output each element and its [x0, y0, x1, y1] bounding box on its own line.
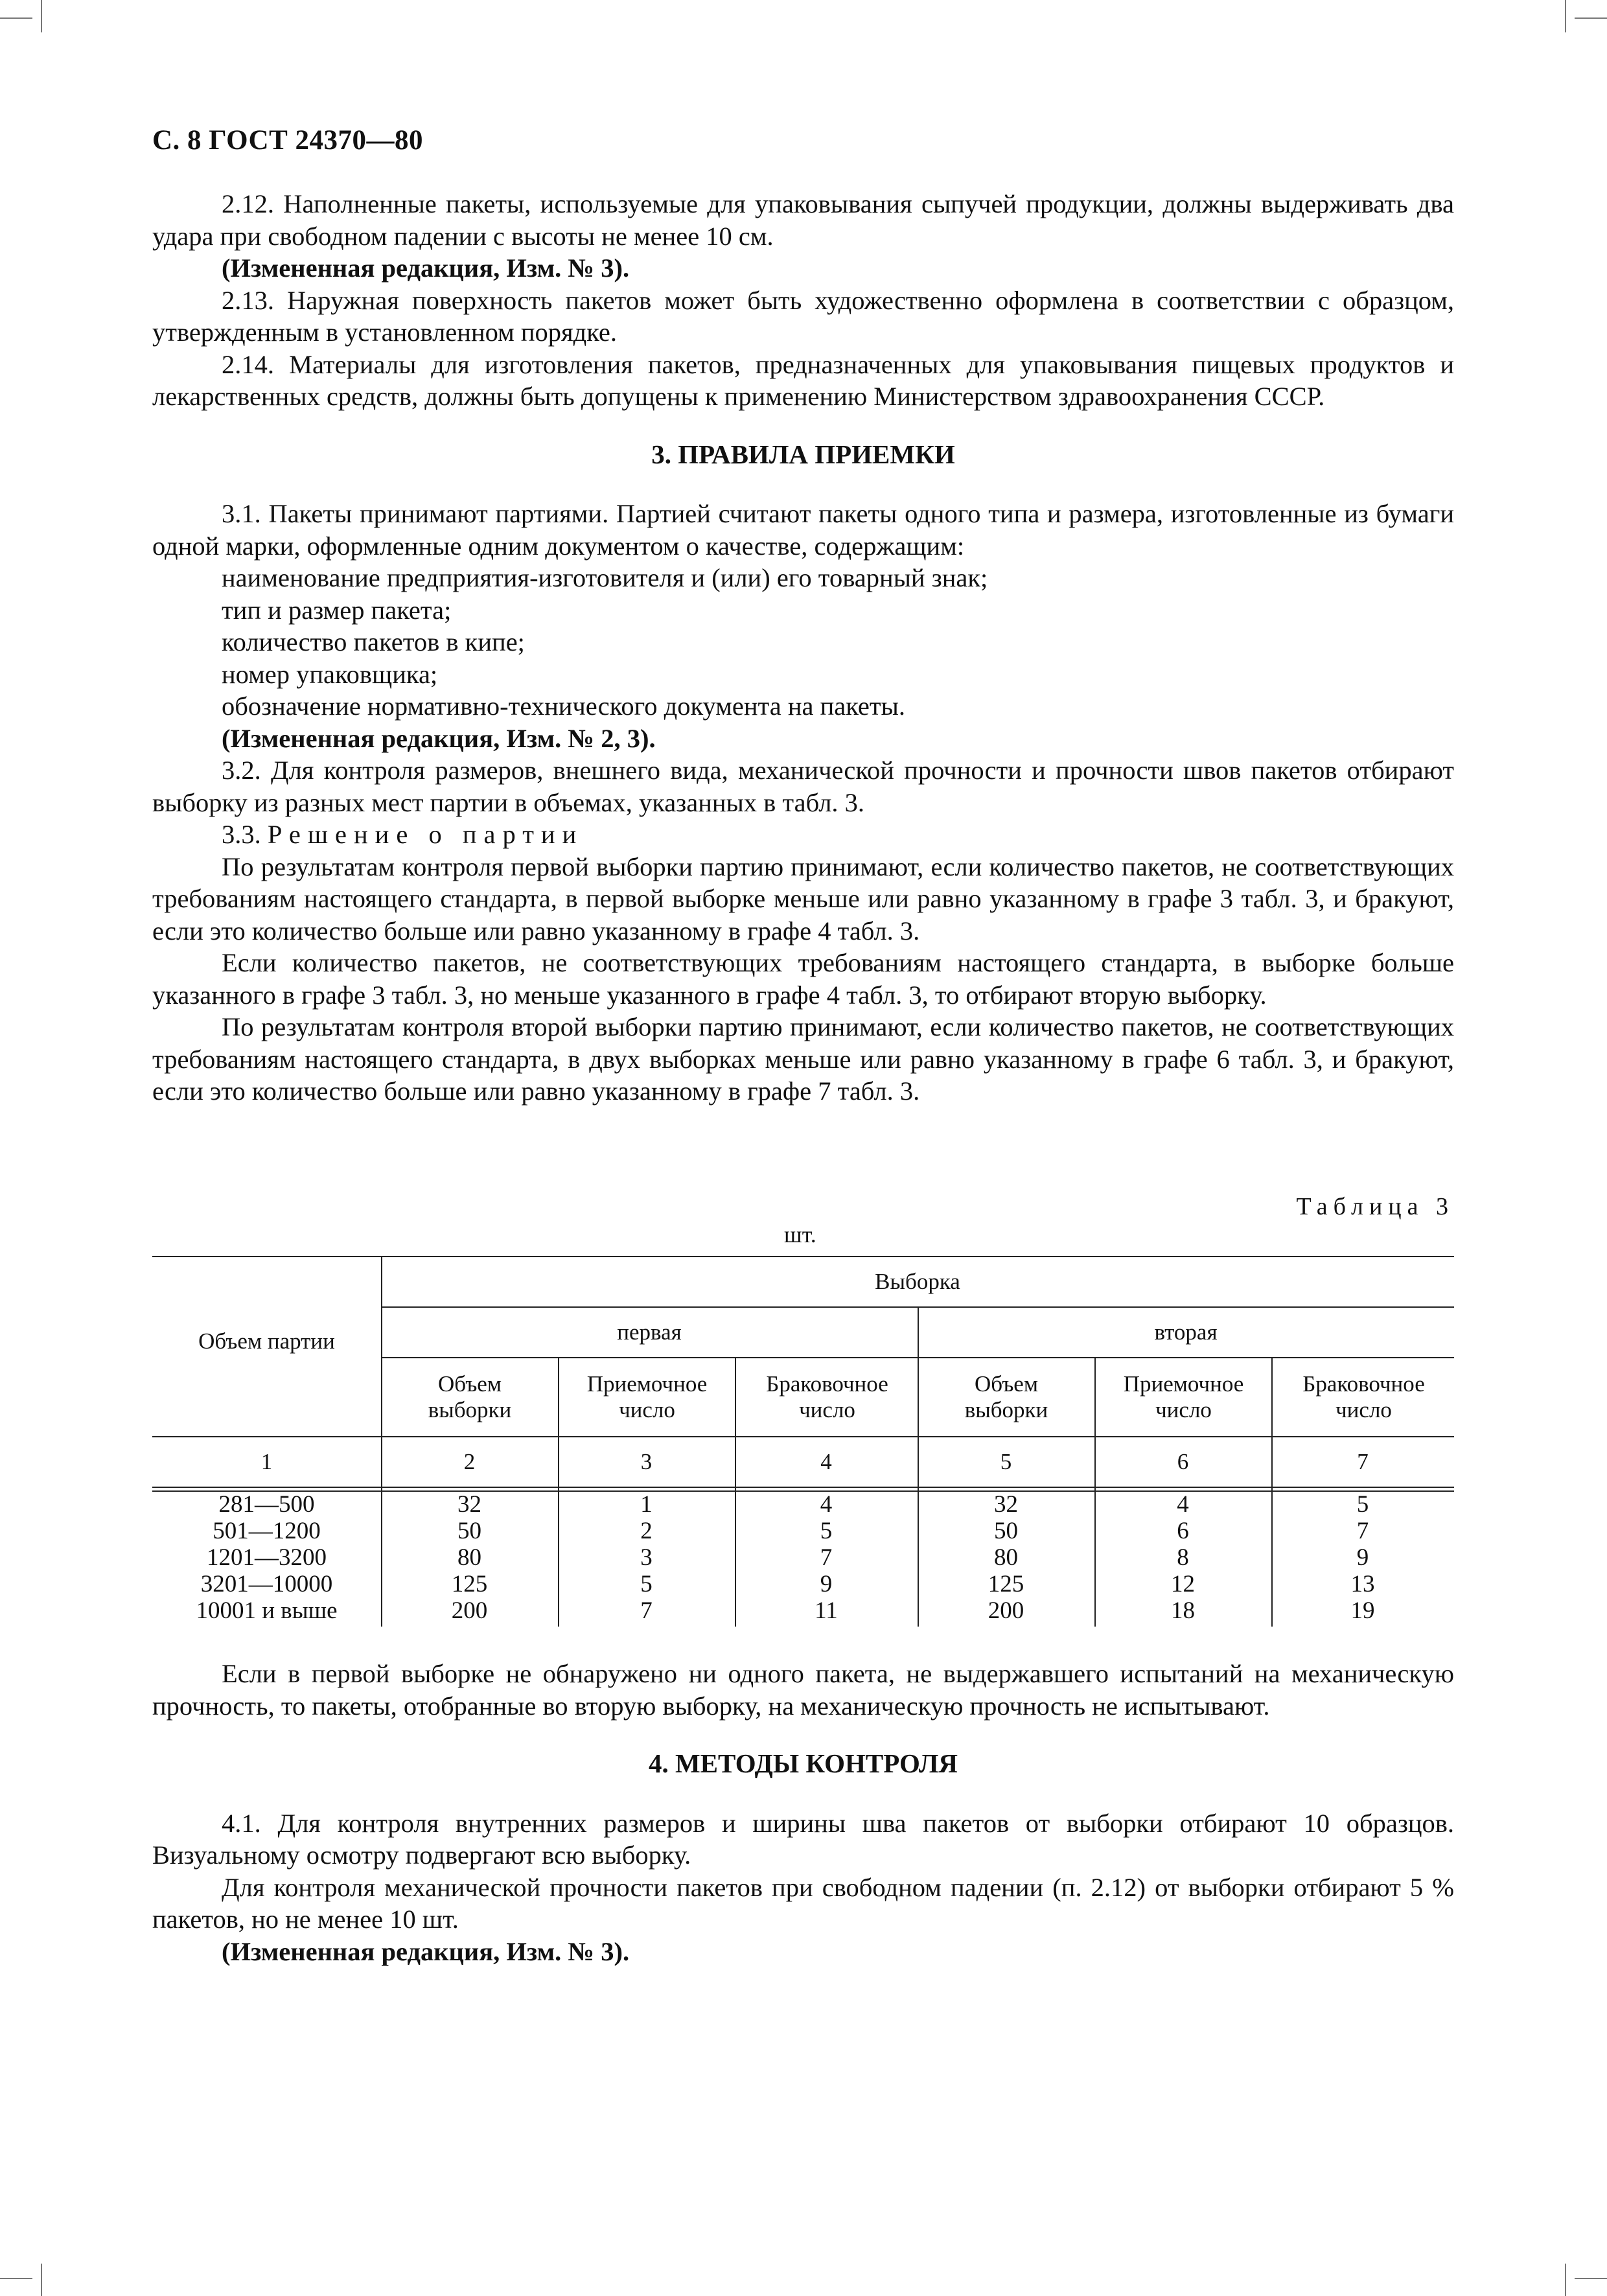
header-sample-size-1: Объем выборки: [428, 1371, 512, 1422]
cell-sample-size-2: 32: [994, 1491, 1018, 1518]
header-acceptance-2: Приемочное число: [1123, 1371, 1244, 1422]
paragraph-2-14: 2.14. Материалы для изготовления пакетов, предназначенных для упаковывания пищевых продуктов и лекарственных средств, должны быть допущены к применению Министерством здравоохранения СССР.: [152, 349, 1454, 411]
header-second-sample: вторая: [1154, 1319, 1218, 1345]
cell-sample-size-1: 50: [457, 1518, 481, 1544]
column-number: 1: [260, 1449, 273, 1474]
column-number: 6: [1177, 1449, 1189, 1474]
column-number: 4: [820, 1449, 832, 1474]
cell-acceptance-2: 12: [1171, 1571, 1195, 1597]
amendment-note: (Измененная редакция, Изм. № 3).: [222, 253, 630, 283]
cell-acceptance-1: 5: [640, 1571, 653, 1597]
cell-acceptance-1: 3: [640, 1544, 653, 1571]
cell-rejection-2: 5: [1356, 1491, 1369, 1518]
page-header: С. 8 ГОСТ 24370—80: [152, 125, 424, 156]
paragraph-3-3-a: По результатам контроля первой выборки партию принимают, если количество пакетов, не соответствующих требованиям настоящего стандарта, в первой выборке меньше или равно указанному в графе 3 табл. 3, и бракуют, если это количество больше или равно указанному в графе 4 табл. 3.: [152, 852, 1454, 945]
cell-rejection-2: 7: [1356, 1518, 1369, 1544]
list-item: наименование предприятия-изготовителя и (или) его товарный знак;: [222, 563, 988, 592]
table-rule: [152, 1256, 1454, 1257]
cell-rejection-1: 11: [815, 1597, 838, 1624]
cell-sample-size-2: 125: [988, 1571, 1024, 1597]
table-3: [152, 1256, 1454, 1627]
table-rule: [152, 1436, 1454, 1437]
crop-mark: [41, 2264, 42, 2296]
column-number: 5: [1000, 1449, 1012, 1474]
header-first-sample: первая: [617, 1319, 682, 1345]
list-item: тип и размер пакета;: [222, 595, 452, 625]
cell-sample-size-1: 125: [451, 1571, 488, 1597]
crop-mark: [1565, 0, 1566, 32]
crop-mark: [0, 2278, 32, 2279]
crop-mark: [0, 17, 32, 19]
cell-rejection-1: 4: [820, 1491, 833, 1518]
list-item: обозначение нормативно-технического документа на пакеты.: [222, 691, 905, 721]
cell-lot-size: 10001 и выше: [196, 1597, 338, 1624]
table-unit: шт.: [784, 1222, 816, 1247]
column-number: 2: [463, 1449, 476, 1474]
cell-lot-size: 3201—10000: [200, 1571, 333, 1597]
paragraph-after-table: Если в первой выборке не обнаружено ни одного пакета, не выдержавшего испытаний на механическую прочность, то пакеты, отобранные во вторую выборку, на механическую прочность не испытывают.: [152, 1659, 1454, 1721]
text-block-upper: [152, 188, 1454, 1107]
cell-acceptance-1: 2: [640, 1518, 653, 1544]
crop-mark: [1575, 17, 1607, 19]
amendment-note: (Измененная редакция, Изм. № 3).: [222, 1936, 630, 1966]
text-block-lower: [152, 1658, 1454, 1967]
section-3-heading: 3. ПРАВИЛА ПРИЕМКИ: [651, 439, 955, 469]
crop-mark: [41, 0, 42, 32]
paragraph-3-3-title: Решение о партии: [267, 820, 584, 849]
paragraph-3-3-heading: [152, 818, 1454, 851]
cell-acceptance-2: 8: [1177, 1544, 1189, 1571]
cell-lot-size: 281—500: [218, 1491, 315, 1518]
paragraph-2-12: 2.12. Наполненные пакеты, используемые для упаковывания сыпучей продукции, должны выдерживать два удара при свободном падении с высоты не менее 10 см.: [152, 189, 1454, 251]
cell-rejection-1: 9: [820, 1571, 833, 1597]
cell-lot-size: 501—1200: [213, 1518, 321, 1544]
header-sample: Выборка: [875, 1269, 960, 1294]
paragraph-3-3-b: Если количество пакетов, не соответствующих требованиям настоящего стандарта, в выборке больше указанного в графе 3 табл. 3, но меньше указанного в графе 4 табл. 3, то отбирают вторую выборку.: [152, 948, 1454, 1010]
cell-sample-size-2: 80: [994, 1544, 1018, 1571]
section-4-heading: 4. МЕТОДЫ КОНТРОЛЯ: [648, 1748, 958, 1778]
cell-rejection-2: 13: [1350, 1571, 1375, 1597]
cell-sample-size-2: 200: [988, 1597, 1024, 1624]
cell-rejection-1: 7: [820, 1544, 833, 1571]
header-rejection-2: Браковочное число: [1302, 1371, 1425, 1422]
paragraph-3-1: 3.1. Пакеты принимают партиями. Партией считают пакеты одного типа и размера, изготовленные из бумаги одной марки, оформленные одним документом о качестве, содержащим:: [152, 499, 1454, 561]
header-sample-size-2: Объем выборки: [964, 1371, 1048, 1422]
cell-rejection-1: 5: [820, 1518, 833, 1544]
crop-mark: [1565, 2264, 1566, 2296]
amendment-note: (Измененная редакция, Изм. № 2, 3).: [222, 723, 656, 753]
column-number: 3: [640, 1449, 653, 1474]
paragraph-4-1-b: Для контроля механической прочности пакетов при свободном падении (п. 2.12) от выборки отбирают 5 % пакетов, но не менее 10 шт.: [152, 1872, 1454, 1934]
paragraph-3-3-number: 3.3.: [222, 820, 261, 849]
cell-lot-size: 1201—3200: [207, 1544, 327, 1571]
paragraph-4-1: 4.1. Для контроля внутренних размеров и ширины шва пакетов от выборки отбирают 10 образцов. Визуальному осмотру подвергают всю выборку.: [152, 1808, 1454, 1870]
paragraph-2-13: 2.13. Наружная поверхность пакетов может быть художественно оформлена в соответствии с образцом, утвержденным в установленном порядке.: [152, 285, 1454, 347]
cell-sample-size-1: 32: [457, 1491, 481, 1518]
cell-acceptance-2: 18: [1171, 1597, 1195, 1624]
list-item: количество пакетов в кипе;: [222, 627, 525, 656]
column-number: 7: [1357, 1449, 1369, 1474]
cell-rejection-2: 9: [1356, 1544, 1369, 1571]
header-lot-size: Объем партии: [198, 1328, 335, 1354]
header-acceptance-1: Приемочное число: [586, 1371, 708, 1422]
list-item: номер упаковщика;: [222, 659, 438, 689]
cell-acceptance-2: 6: [1177, 1518, 1189, 1544]
paragraph-3-3-c: По результатам контроля второй выборки партию принимают, если количество пакетов, не соответствующих требованиям настоящего стандарта, в двух выборках меньше или равно указанному в графе 6 табл. 3, и бракуют, если это количество больше или равно указанному в графе 7 табл. 3.: [152, 1012, 1454, 1106]
paragraph-3-2: 3.2. Для контроля размеров, внешнего вида, механической прочности и прочности швов пакетов отбирают выборку из разных мест партии в объемах, указанных в табл. 3.: [152, 756, 1454, 817]
crop-mark: [1575, 2278, 1607, 2279]
table-title: Таблица 3: [1296, 1193, 1454, 1220]
cell-sample-size-1: 200: [451, 1597, 488, 1624]
cell-sample-size-2: 50: [994, 1518, 1018, 1544]
cell-rejection-2: 19: [1350, 1597, 1375, 1624]
cell-sample-size-1: 80: [457, 1544, 481, 1571]
cell-acceptance-1: 7: [640, 1597, 653, 1624]
table-rule: [152, 1487, 1454, 1488]
cell-acceptance-1: 1: [640, 1491, 653, 1518]
cell-acceptance-2: 4: [1177, 1491, 1189, 1518]
header-rejection-1: Браковочное число: [766, 1371, 888, 1422]
